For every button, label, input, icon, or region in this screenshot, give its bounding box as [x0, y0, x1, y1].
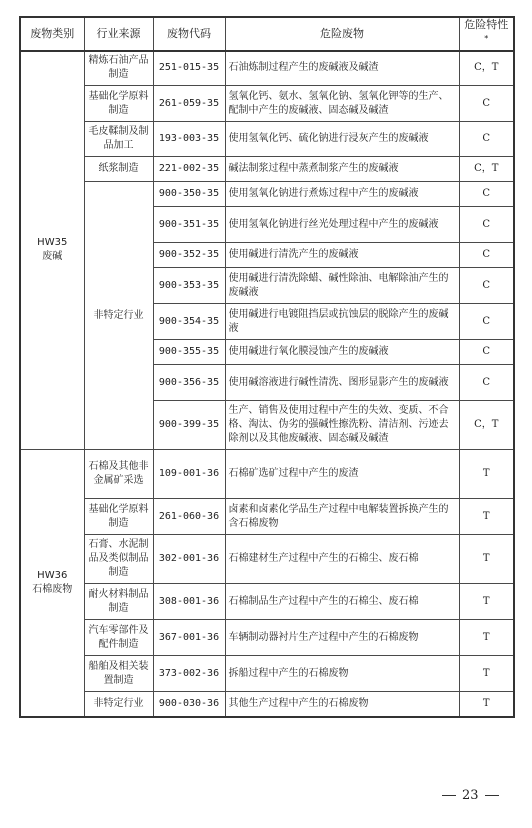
table-row: [20, 692, 514, 717]
header-industry: 行业来源: [84, 17, 153, 51]
hazard-property-cell: T: [459, 450, 514, 499]
waste-description-cell: 碱法制浆过程中蒸煮制浆产生的废碱液: [225, 157, 459, 182]
table-row: [20, 584, 514, 620]
industry-source-cell: 非特定行业: [84, 182, 153, 450]
industry-source-cell: 毛皮鞣制及制品加工: [84, 122, 153, 157]
hazard-property-cell: C: [459, 86, 514, 122]
header-waste: 危险废物: [225, 17, 459, 51]
header-footnote-mark: *: [484, 34, 489, 43]
waste-code-cell: 900-355-35: [153, 340, 225, 365]
waste-code-cell: 261-060-36: [153, 499, 225, 535]
waste-code-cell: 221-002-35: [153, 157, 225, 182]
hazardous-waste-table: [19, 16, 515, 718]
industry-source-cell: 汽车零部件及配件制造: [84, 620, 153, 656]
hazard-property-cell: C: [459, 122, 514, 157]
waste-code-cell: 308-001-36: [153, 584, 225, 620]
hazard-property-cell: T: [459, 692, 514, 717]
waste-code-cell: 900-350-35: [153, 182, 225, 207]
table-row: [20, 656, 514, 692]
industry-source-cell: 耐火材料制品制造: [84, 584, 153, 620]
waste-description-cell: 使用氢氧化钙、硫化钠进行浸灰产生的废碱液: [225, 122, 459, 157]
waste-category-cell: HW36 石棉废物: [20, 450, 84, 717]
footer-dash-right: [485, 795, 499, 796]
hazard-property-cell: C: [459, 304, 514, 340]
waste-description-cell: 石棉矿选矿过程中产生的废渣: [225, 450, 459, 499]
header-row: [20, 17, 514, 51]
hazard-property-cell: C: [459, 268, 514, 304]
waste-description-cell: 其他生产过程中产生的石棉废物: [225, 692, 459, 717]
hazard-property-cell: T: [459, 499, 514, 535]
hazard-property-cell: C: [459, 207, 514, 243]
industry-source-cell: 基础化学原料制造: [84, 86, 153, 122]
waste-description-cell: 石棉建材生产过程中产生的石棉尘、废石棉: [225, 535, 459, 584]
waste-code-cell: 261-059-35: [153, 86, 225, 122]
industry-source-cell: 精炼石油产品制造: [84, 51, 153, 86]
waste-description-cell: 使用碱进行氧化膜浸蚀产生的废碱液: [225, 340, 459, 365]
waste-description-cell: 使用碱进行清洗除蜡、碱性除油、电解除油产生的废碱液: [225, 268, 459, 304]
footer-dash-left: [442, 795, 456, 796]
waste-code-cell: 900-356-35: [153, 365, 225, 401]
waste-description-cell: 石棉制品生产过程中产生的石棉尘、废石棉: [225, 584, 459, 620]
industry-source-cell: 石膏、水泥制品及类似制品制造: [84, 535, 153, 584]
table-row: [20, 535, 514, 584]
hazard-property-cell: T: [459, 535, 514, 584]
industry-source-cell: 非特定行业: [84, 692, 153, 717]
hazard-property-cell: C: [459, 340, 514, 365]
waste-code-cell: 900-351-35: [153, 207, 225, 243]
waste-code-cell: 109-001-36: [153, 450, 225, 499]
waste-code-cell: 900-352-35: [153, 243, 225, 268]
table-row: [20, 499, 514, 535]
header-code: 废物代码: [153, 17, 225, 51]
hazard-property-cell: T: [459, 584, 514, 620]
industry-source-cell: 基础化学原料制造: [84, 499, 153, 535]
industry-source-cell: 船舶及相关装置制造: [84, 656, 153, 692]
hazard-property-cell: C，T: [459, 157, 514, 182]
waste-code-cell: 302-001-36: [153, 535, 225, 584]
waste-description-cell: 使用碱进行清洗产生的废碱液: [225, 243, 459, 268]
waste-description-cell: 拆船过程中产生的石棉废物: [225, 656, 459, 692]
waste-description-cell: 使用碱进行电镀阻挡层或抗蚀层的脱除产生的废碱液: [225, 304, 459, 340]
waste-code-cell: 900-354-35: [153, 304, 225, 340]
header-category: 废物类别: [20, 17, 84, 51]
hazard-property-cell: C: [459, 365, 514, 401]
waste-description-cell: 氢氧化钙、氨水、氢氧化钠、氢氧化钾等的生产、配制中产生的废碱液、固态碱及碱渣: [225, 86, 459, 122]
table-row: [20, 51, 514, 86]
waste-table-container: [19, 16, 513, 718]
waste-description-cell: 石油炼制过程产生的废碱液及碱渣: [225, 51, 459, 86]
header-hazard: 危险特性*: [459, 17, 514, 51]
table-row: [20, 182, 514, 207]
waste-description-cell: 车辆制动器衬片生产过程中产生的石棉废物: [225, 620, 459, 656]
hazard-property-cell: C: [459, 243, 514, 268]
table-row: [20, 86, 514, 122]
table-row: [20, 157, 514, 182]
waste-description-cell: 生产、销售及使用过程中产生的失效、变质、不合格、淘汰、伪劣的强碱性擦洗粉、清洁剂、污迹去除剂以及其他废碱液、固态碱及碱渣: [225, 401, 459, 450]
waste-code-cell: 900-399-35: [153, 401, 225, 450]
hazard-property-cell: C: [459, 182, 514, 207]
waste-code-cell: 367-001-36: [153, 620, 225, 656]
waste-code-cell: 373-002-36: [153, 656, 225, 692]
hazard-property-cell: T: [459, 620, 514, 656]
page-number: 23: [462, 787, 479, 803]
hazard-property-cell: T: [459, 656, 514, 692]
page-footer: [442, 785, 522, 805]
waste-description-cell: 使用氢氧化钠进行丝光处理过程中产生的废碱液: [225, 207, 459, 243]
hazard-property-cell: C，T: [459, 51, 514, 86]
waste-code-cell: 900-030-36: [153, 692, 225, 717]
waste-description-cell: 卤素和卤素化学品生产过程中电解装置拆换产生的含石棉废物: [225, 499, 459, 535]
hazard-property-cell: C，T: [459, 401, 514, 450]
waste-description-cell: 使用氢氧化钠进行煮炼过程中产生的废碱液: [225, 182, 459, 207]
waste-code-cell: 251-015-35: [153, 51, 225, 86]
table-row: [20, 450, 514, 499]
waste-code-cell: 900-353-35: [153, 268, 225, 304]
table-row: [20, 620, 514, 656]
table-row: [20, 122, 514, 157]
waste-category-cell: HW35 废碱: [20, 51, 84, 450]
industry-source-cell: 石棉及其他非金属矿采选: [84, 450, 153, 499]
waste-description-cell: 使用碱溶液进行碱性清洗、图形显影产生的废碱液: [225, 365, 459, 401]
industry-source-cell: 纸浆制造: [84, 157, 153, 182]
waste-code-cell: 193-003-35: [153, 122, 225, 157]
